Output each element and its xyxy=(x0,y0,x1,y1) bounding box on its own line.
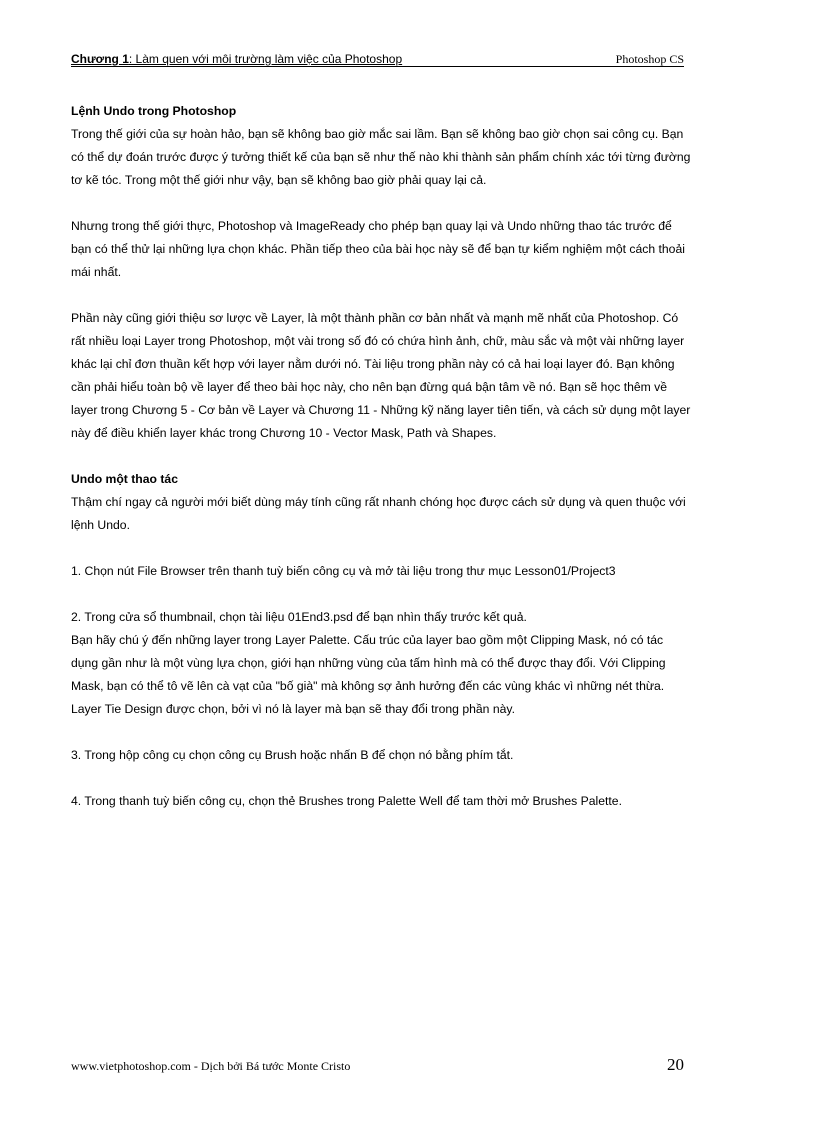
step-3: 3. Trong hộp công cụ chọn công cụ Brush hoặc nhấn B để chọn nó bằng phím tắt. xyxy=(71,748,514,762)
paragraph-spacer xyxy=(71,192,691,215)
step-2-detail: Bạn hãy chú ý đến những layer trong Layer Palette. Cấu trúc của layer bao gồm một Clipping Mask, nó có tác dụng gần như là một vùng lựa chọn, giới hạn những vùng của tấm hình mà có thể được thay đổi. Với Clipping Mask, bạn có thể tô vẽ lên cà vạt của "bố già" mà không sợ ảnh hưởng đến các vùng khác vì những nét thừa. Layer Tie Design được chọn, bởi vì nó là layer mà bạn sẽ thay đổi trong phần này. xyxy=(71,633,666,716)
paragraph-spacer xyxy=(71,284,691,307)
paragraph-spacer xyxy=(71,721,691,744)
paragraph-perfect-world: Trong thế giới của sự hoàn hảo, bạn sẽ không bao giờ mắc sai lầm. Bạn sẽ không bao giờ chọn sai công cụ. Bạn có thể dự đoán trước được ý tưởng thiết kế của bạn sẽ như thế nào khi thành sản phẩm chính xác tới từng đường tơ kẽ tóc. Trong một thế giới như vậy, bạn sẽ không bao giờ phải quay lại cả. xyxy=(71,127,691,187)
section-heading-undo-command: Lệnh Undo trong Photoshop xyxy=(71,104,237,118)
step-2: 2. Trong cửa sổ thumbnail, chọn tài liệu 01End3.psd để bạn nhìn thấy trước kết quả. xyxy=(71,610,527,624)
paragraph-real-world: Nhưng trong thế giới thực, Photoshop và ImageReady cho phép bạn quay lại và Undo những thao tác trước để bạn có thể thử lại những lựa chọn khác. Phần tiếp theo của bài học này sẽ để bạn tự kiểm nghiệm một cách thoải mái nhất. xyxy=(71,219,685,279)
paragraph-spacer xyxy=(71,445,691,468)
footer-credit: www.vietphotoshop.com - Dịch bởi Bá tước Monte Cristo xyxy=(71,1059,351,1073)
paragraph-spacer xyxy=(71,583,691,606)
section-heading-undo-action: Undo một thao tác xyxy=(71,472,178,486)
page-content xyxy=(71,100,691,813)
chapter-title-text: : Làm quen với môi trường làm việc của Photoshop xyxy=(128,52,403,66)
paragraph-undo-intro: Thậm chí ngay cả người mới biết dùng máy tính cũng rất nhanh chóng học được cách sử dụng và quen thuộc với lệnh Undo. xyxy=(71,495,686,532)
product-name: Photoshop CS xyxy=(615,52,684,66)
page-header xyxy=(71,50,684,67)
paragraph-layers-intro: Phần này cũng giới thiệu sơ lược về Layer, là một thành phần cơ bản nhất và mạnh mẽ nhất của Photoshop. Có rất nhiều loại Layer trong Photoshop, một vài trong số đó có chứa hình ảnh, chữ, màu sắc và một vài những layer khác lại chỉ đơn thuần kết hợp với layer nằm dưới nó. Tài liệu trong phần này có cả hai loại layer đó. Bạn không cần phải hiểu toàn bộ về layer để theo bài học này, cho nên bạn đừng quá bận tâm về nó. Bạn sẽ học thêm về layer trong Chương 5 - Cơ bản về Layer và Chương 11 - Những kỹ năng layer tiên tiến, và cách sử dụng một layer này để điều khiển layer khác trong Chương 10 - Vector Mask, Path và Shapes. xyxy=(71,311,691,440)
chapter-number: Chương 1 xyxy=(71,52,129,66)
paragraph-spacer xyxy=(71,537,691,560)
paragraph-spacer xyxy=(71,767,691,790)
page-footer xyxy=(71,1055,684,1075)
step-4: 4. Trong thanh tuỳ biến công cụ, chọn thẻ Brushes trong Palette Well để tam thời mở Brushes Palette. xyxy=(71,794,622,808)
step-1: 1. Chọn nút File Browser trên thanh tuỳ biến công cụ và mở tài liệu trong thư mục Lesson01/Project3 xyxy=(71,564,616,578)
page-number: 20 xyxy=(667,1055,684,1074)
chapter-title xyxy=(71,52,402,66)
